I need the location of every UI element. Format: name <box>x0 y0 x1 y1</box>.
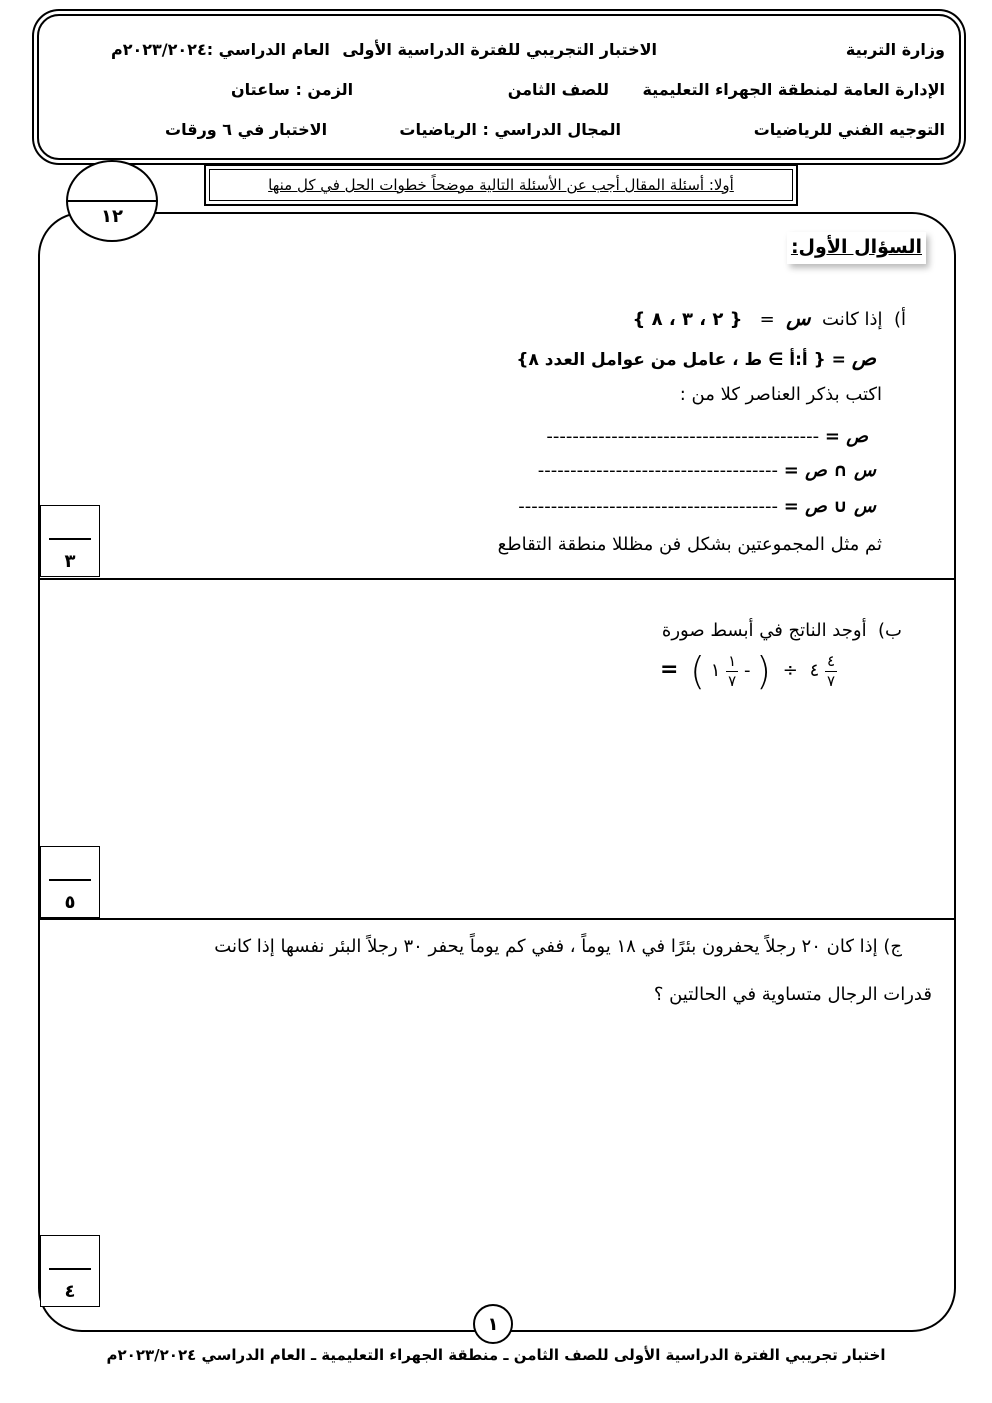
directorate-label: الإدارة العامة لمنطقة الجهراء التعليمية <box>642 80 945 99</box>
fraction-1-denominator: ٧ <box>826 671 836 690</box>
part-a-line1: أ) إذا كانت س = { ٢ ، ٣ ، ٨ } <box>632 306 906 330</box>
fraction-2-numerator: ١ <box>728 651 737 670</box>
section-divider <box>38 918 956 920</box>
pages-label: الاختبار في ٦ ورقات <box>165 120 328 139</box>
fraction-1-numerator: ٤ <box>826 651 836 670</box>
page-number: ١ <box>473 1304 513 1344</box>
exam-header <box>37 14 961 160</box>
supervision-label: التوجيه الفني للرياضيات <box>753 120 945 139</box>
venn-instruction: ثم مثل المجموعتين بشكل فن مظللا منطقة التقاطع <box>497 534 882 555</box>
answer-row-union: س ∪ ص = ---------------------------------------- <box>518 496 876 517</box>
answer-row-intersection: س ∩ ص = ------------------------------------- <box>537 460 876 481</box>
part-b-expression: = ( ١ $\frac{١}{٧}$ - ) ÷ ٤ $\frac{٤}{٧}$ <box>660 649 836 693</box>
score-box-c <box>40 1235 100 1307</box>
part-a-instruction: اكتب بذكر العناصر كلا من : <box>679 384 882 405</box>
score-a: ٣ <box>64 551 76 572</box>
answer-line[interactable]: ------------------------------------- <box>537 460 779 481</box>
total-score-circle <box>66 160 158 242</box>
part-c-line1: ج) إذا كان ٢٠ رجلاً يحفرون بئرًا في ١٨ يوماً ، ففي كم يوماً يحفر ٣٠ رجلاً البئر نفسها إذا كانت <box>214 936 902 957</box>
set-p-definition: = { أ:أ ∋ ط ، عامل من عوامل العدد ٨} <box>516 350 846 370</box>
set-s-symbol: س <box>786 306 811 330</box>
section-divider <box>38 578 956 580</box>
part-b-line: ب) أوجد الناتج في أبسط صورة <box>661 620 902 641</box>
answer-line[interactable]: ---------------------------------------- <box>518 496 779 517</box>
grade-label: للصف الثامن <box>507 80 609 99</box>
part-c-line2: قدرات الرجال متساوية في الحالتين ؟ <box>653 984 932 1005</box>
set-p-symbol: ص <box>851 346 876 370</box>
subject-label: المجال الدراسي : الرياضيات <box>399 120 621 139</box>
academic-year: العام الدراسي :٢٠٢٣/٢٠٢٤م <box>111 40 330 59</box>
part-a-set-p <box>516 346 876 370</box>
essay-instructions: أولا: أسئلة المقال أجب عن الأسئلة التالية موضحاً خطوات الحل في كل منها <box>268 176 734 194</box>
exam-title: الاختبار التجريبي للفترة الدراسية الأولى <box>342 40 657 59</box>
set-s-elements: { ٢ ، ٣ ، ٨ } <box>632 309 743 330</box>
score-box-a <box>40 505 100 577</box>
question-frame <box>38 212 956 1332</box>
score-b: ٥ <box>64 892 76 913</box>
ministry-label: وزارة التربية <box>845 40 945 59</box>
answer-row-p: ص = ------------------------------------------ <box>546 426 868 447</box>
answer-line[interactable]: ------------------------------------------ <box>546 426 820 447</box>
page-footer: اختبار تجريبي الفترة الدراسية الأولى للصف الثامن ـ منطقة الجهراء التعليمية ـ العام الدراسي ٢٠٢٣/٢٠٢٤م <box>106 1346 886 1364</box>
essay-banner <box>204 164 798 206</box>
score-box-b <box>40 846 100 918</box>
fraction-2-denominator: ٧ <box>728 671 737 690</box>
total-score: ١٢ <box>101 206 123 227</box>
score-c: ٤ <box>64 1281 76 1302</box>
time-label: الزمن : ساعتان <box>231 80 354 99</box>
question1-title: السؤال الأول: <box>787 232 926 264</box>
